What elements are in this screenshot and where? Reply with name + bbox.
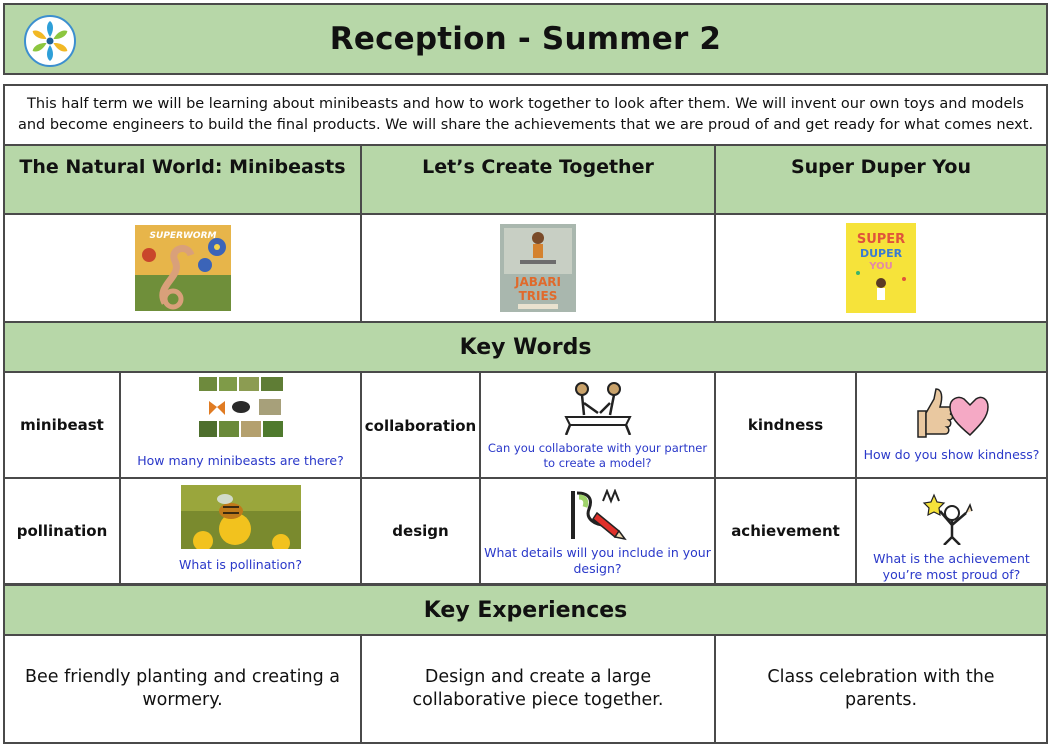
- svg-text:TRIES: TRIES: [518, 289, 558, 303]
- experience-2: Design and create a large collaborative piece together.: [360, 634, 716, 744]
- book-cell-jabari: [360, 213, 716, 323]
- keyword-pollination: pollination: [3, 477, 121, 585]
- superworm-book-cover-icon: [135, 225, 231, 311]
- key-words-heading: Key Words: [3, 321, 1048, 373]
- experience-1: Bee friendly planting and creating a wormery.: [3, 634, 362, 744]
- keyword-minibeast-card: [119, 371, 362, 479]
- keyword-achievement-card: [855, 477, 1048, 585]
- collaboration-icon: [562, 379, 634, 435]
- topic-create-together: Let’s Create Together: [360, 144, 716, 215]
- super-duper-you-book-cover-icon: [846, 223, 916, 313]
- keyword-kindness: kindness: [714, 371, 857, 479]
- minibeasts-photo-icon: [197, 377, 285, 439]
- svg-text:YOU: YOU: [869, 261, 893, 272]
- book-title-superworm: SUPERWORM: [149, 231, 216, 241]
- question-collaboration: Can you collaborate with your partner to create a model?: [487, 441, 708, 470]
- keyword-design: design: [360, 477, 481, 585]
- question-minibeast: How many minibeasts are there?: [137, 453, 344, 468]
- keyword-collaboration-card: [479, 371, 716, 479]
- design-pencil-icon: [569, 489, 627, 541]
- achievement-star-icon: [922, 493, 982, 545]
- svg-text:DUPER: DUPER: [859, 247, 903, 260]
- header-bar: [3, 3, 1048, 75]
- topic-super-duper-you: Super Duper You: [714, 144, 1048, 215]
- keyword-collaboration: collaboration: [360, 371, 481, 479]
- page-title: Reception - Summer 2: [329, 21, 722, 57]
- svg-text:JABARI: JABARI: [515, 275, 561, 289]
- question-pollination: What is pollination?: [179, 557, 302, 572]
- question-design: What details will you include in your design?: [484, 545, 711, 576]
- topic-natural-world: The Natural World: Minibeasts: [3, 144, 362, 215]
- keyword-kindness-card: [855, 371, 1048, 479]
- school-logo-icon: [24, 15, 76, 67]
- bee-flower-photo-icon: [181, 485, 301, 549]
- experience-3: Class celebration with the parents.: [714, 634, 1048, 744]
- question-achievement: What is the achievement you’re most proud of?: [873, 551, 1030, 582]
- question-kindness: How do you show kindness?: [863, 447, 1040, 462]
- jabari-tries-book-cover-icon: [500, 224, 576, 312]
- keyword-achievement: achievement: [714, 477, 857, 585]
- keyword-design-card: [479, 477, 716, 585]
- book-cell-superworm: [3, 213, 362, 323]
- key-experiences-heading: Key Experiences: [3, 584, 1048, 636]
- keyword-pollination-card: [119, 477, 362, 585]
- keyword-minibeast: minibeast: [3, 371, 121, 479]
- intro-text: This half term we will be learning about minibeasts and how to work together to look after them. We will invent our own toys and models and become engineers to build the final products. We will share the achievements that we are proud of and get ready for what comes next.: [3, 84, 1048, 146]
- thumbs-up-heart-icon: [912, 387, 992, 441]
- book-cell-super-duper: [714, 213, 1048, 323]
- svg-text:SUPER: SUPER: [856, 232, 906, 247]
